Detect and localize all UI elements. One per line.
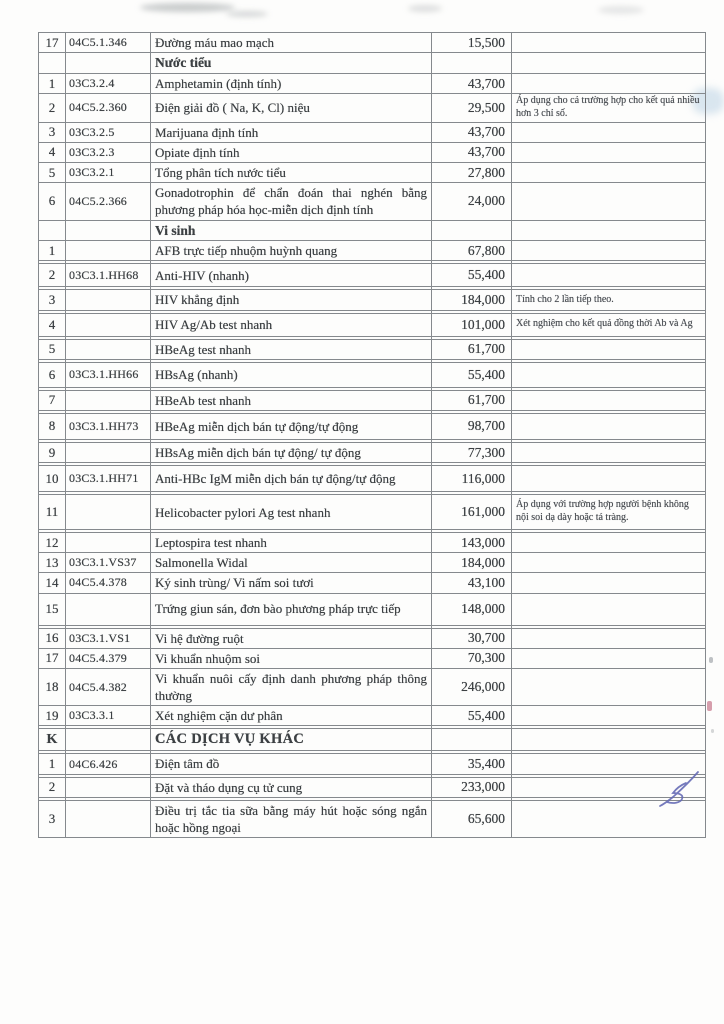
note-cell	[512, 143, 705, 162]
separator-cell	[66, 726, 151, 728]
separator-cell	[512, 287, 705, 289]
separator-cell	[432, 337, 512, 339]
separator-cell	[512, 530, 705, 532]
service-code-cell: 03C3.3.1	[66, 706, 151, 725]
price-cell: 61,700	[432, 391, 512, 410]
note-cell	[512, 573, 705, 592]
scan-speck	[707, 701, 712, 711]
service-code-cell	[66, 53, 151, 73]
service-name-cell: Vi khuẩn nuôi cấy định danh phương pháp thông thường	[151, 669, 432, 705]
price-cell: 29,500	[432, 94, 512, 122]
separator-cell	[39, 261, 66, 263]
row-number-cell: K	[39, 729, 66, 750]
price-cell: 61,700	[432, 340, 512, 359]
note-cell	[512, 221, 705, 241]
separator-cell	[39, 337, 66, 339]
note-cell: Tính cho 2 lần tiếp theo.	[516, 293, 614, 305]
price-cell: 70,300	[432, 649, 512, 668]
separator-cell	[512, 726, 705, 728]
price-cell: 67,800	[432, 241, 512, 260]
separator-cell	[432, 726, 512, 728]
service-name-cell: Anti-HBc IgM miễn dịch bán tự động/tự động	[151, 466, 432, 491]
service-name-cell: HIV khẳng định	[151, 290, 432, 309]
section-title: CÁC DỊCH VỤ KHÁC	[151, 729, 432, 750]
price-cell: 27,800	[432, 163, 512, 182]
service-name-cell: Helicobacter pylori Ag test nhanh	[151, 495, 432, 529]
price-cell: 43,700	[432, 143, 512, 162]
note-cell	[512, 363, 705, 387]
note-cell	[512, 414, 705, 439]
separator-cell	[66, 492, 151, 494]
row-number-cell: 18	[39, 669, 66, 705]
scan-smudge	[140, 3, 235, 12]
section-header-row	[39, 729, 705, 751]
scan-smudge	[226, 11, 268, 17]
service-name-cell: Đặt và tháo dụng cụ tử cung	[151, 778, 432, 797]
separator-cell	[512, 388, 705, 390]
service-name-cell: Anti-HIV (nhanh)	[151, 264, 432, 286]
separator-cell	[512, 440, 705, 442]
service-code-cell: 03C3.1.HH68	[66, 264, 151, 286]
separator-cell	[512, 360, 705, 362]
separator-cell	[432, 751, 512, 753]
table-row	[39, 123, 705, 143]
row-number-cell: 6	[39, 363, 66, 387]
separator-cell	[432, 440, 512, 442]
price-cell: 161,000	[432, 495, 512, 529]
service-code-cell: 04C5.4.382	[66, 669, 151, 705]
separator-cell	[432, 775, 512, 777]
service-name-cell: HIV Ag/Ab test nhanh	[151, 314, 432, 336]
row-number-cell: 16	[39, 629, 66, 648]
separator-cell	[66, 530, 151, 532]
note-cell	[512, 391, 705, 410]
separator-cell	[512, 463, 705, 465]
note-cell	[512, 466, 705, 491]
separator-cell	[66, 626, 151, 628]
separator-cell	[432, 388, 512, 390]
table-row	[39, 594, 705, 626]
note-cell	[512, 183, 705, 219]
price-cell: 43,700	[432, 74, 512, 93]
separator-cell	[66, 311, 151, 313]
separator-cell	[151, 463, 432, 465]
table-row	[39, 573, 705, 593]
separator-cell	[151, 726, 432, 728]
separator-cell	[66, 411, 151, 413]
note-cell	[512, 33, 705, 52]
table-row	[39, 466, 705, 492]
service-code-cell: 03C3.2.3	[66, 143, 151, 162]
handwritten-ink-mark	[652, 771, 704, 809]
note-cell	[512, 443, 705, 462]
table-row	[39, 143, 705, 163]
table-row	[39, 495, 705, 530]
service-code-cell	[66, 778, 151, 797]
separator-cell	[39, 463, 66, 465]
separator-cell	[512, 337, 705, 339]
separator-cell	[151, 530, 432, 532]
service-name-cell: HBsAg (nhanh)	[151, 363, 432, 387]
service-code-cell	[66, 241, 151, 260]
table-row	[39, 443, 705, 463]
table-row	[39, 290, 705, 310]
price-cell: 43,700	[432, 123, 512, 142]
separator-cell	[151, 388, 432, 390]
separator-cell	[512, 626, 705, 628]
section-header-row	[39, 221, 705, 242]
price-cell: 55,400	[432, 264, 512, 286]
service-code-cell	[66, 443, 151, 462]
note-cell	[512, 53, 705, 73]
separator-cell	[151, 287, 432, 289]
row-number-cell: 4	[39, 314, 66, 336]
row-number-cell: 8	[39, 414, 66, 439]
service-code-cell	[66, 594, 151, 625]
note-cell	[512, 241, 705, 260]
row-number-cell: 12	[39, 533, 66, 552]
table-row	[39, 778, 705, 798]
row-number-cell: 5	[39, 163, 66, 182]
note-cell: Áp dụng cho cả trường hợp cho kết quả nhiều hơn 3 chỉ số.	[516, 95, 700, 119]
separator-cell	[151, 775, 432, 777]
row-number-cell: 17	[39, 33, 66, 52]
table-row	[39, 314, 705, 337]
service-name-cell: Xét nghiệm cặn dư phân	[151, 706, 432, 725]
row-number-cell: 5	[39, 340, 66, 359]
separator-cell	[512, 751, 705, 753]
row-number-cell: 17	[39, 649, 66, 668]
table-row	[39, 706, 705, 726]
service-code-cell: 04C6.426	[66, 754, 151, 773]
scan-speck	[711, 729, 714, 733]
table-row	[39, 340, 705, 360]
row-number-cell	[39, 221, 66, 241]
separator-cell	[432, 530, 512, 532]
service-code-cell	[66, 495, 151, 529]
service-name-cell: Điện giải đồ ( Na, K, Cl) niệu	[151, 94, 432, 122]
note-cell	[512, 669, 705, 705]
price-cell: 233,000	[432, 778, 512, 797]
separator-cell	[39, 530, 66, 532]
service-code-cell	[66, 221, 151, 241]
separator-cell	[39, 311, 66, 313]
table-row	[39, 74, 705, 94]
scan-smudge	[408, 5, 442, 12]
note-cell	[512, 340, 705, 359]
price-cell: 35,400	[432, 754, 512, 773]
section-title: Nước tiểu	[151, 53, 432, 73]
table-row	[39, 801, 705, 837]
separator-cell	[432, 360, 512, 362]
price-cell: 116,000	[432, 466, 512, 491]
price-cell	[432, 729, 512, 750]
note-cell	[512, 123, 705, 142]
separator-cell	[39, 751, 66, 753]
note-cell: Xét nghiệm cho kết quả đồng thời Ab và Ag	[516, 318, 693, 330]
section-header-row	[39, 53, 705, 74]
service-code-cell: 03C3.1.HH66	[66, 363, 151, 387]
separator-cell	[39, 775, 66, 777]
row-number-cell: 9	[39, 443, 66, 462]
row-number-cell: 3	[39, 290, 66, 309]
price-cell: 65,600	[432, 801, 512, 837]
service-code-cell: 04C5.1.346	[66, 33, 151, 52]
price-cell: 184,000	[432, 290, 512, 309]
row-number-cell: 2	[39, 264, 66, 286]
service-code-cell	[66, 340, 151, 359]
separator-cell	[39, 492, 66, 494]
price-cell: 98,700	[432, 414, 512, 439]
service-code-cell	[66, 314, 151, 336]
note-cell	[512, 729, 705, 750]
service-name-cell: Tổng phân tích nước tiểu	[151, 163, 432, 182]
row-number-cell: 1	[39, 241, 66, 260]
table-row	[39, 533, 705, 553]
separator-cell	[39, 411, 66, 413]
separator-cell	[39, 798, 66, 800]
separator-cell	[151, 440, 432, 442]
service-name-cell: HBsAg miễn dịch bán tự động/ tự động	[151, 443, 432, 462]
row-number-cell: 11	[39, 495, 66, 529]
separator-cell	[39, 388, 66, 390]
price-cell: 24,000	[432, 183, 512, 219]
service-name-cell: Amphetamin (định tính)	[151, 74, 432, 93]
row-number-cell: 10	[39, 466, 66, 491]
price-cell: 101,000	[432, 314, 512, 336]
service-code-cell	[66, 801, 151, 837]
table-row	[39, 553, 705, 573]
service-code-cell: 04C5.4.379	[66, 649, 151, 668]
price-cell: 55,400	[432, 363, 512, 387]
separator-cell	[512, 411, 705, 413]
row-number-cell: 2	[39, 94, 66, 122]
separator-cell	[66, 463, 151, 465]
row-number-cell: 3	[39, 123, 66, 142]
table-row	[39, 241, 705, 261]
service-name-cell: Đường máu mao mạch	[151, 33, 432, 52]
service-code-cell: 03C3.2.1	[66, 163, 151, 182]
note-cell	[512, 533, 705, 552]
table-row	[39, 629, 705, 649]
service-code-cell: 03C3.1.VS37	[66, 553, 151, 572]
separator-cell	[66, 388, 151, 390]
separator-cell	[432, 261, 512, 263]
separator-cell	[512, 311, 705, 313]
table-row	[39, 264, 705, 287]
separator-cell	[151, 411, 432, 413]
separator-cell	[432, 287, 512, 289]
row-number-cell: 1	[39, 74, 66, 93]
separator-cell	[66, 337, 151, 339]
table-row	[39, 94, 705, 123]
price-cell: 246,000	[432, 669, 512, 705]
separator-cell	[39, 287, 66, 289]
service-code-cell	[66, 729, 151, 750]
price-cell: 30,700	[432, 629, 512, 648]
service-name-cell: Gonadotrophin để chẩn đoán thai nghén bằng phương pháp hóa học-miễn dịch định tính	[151, 183, 432, 219]
note-cell	[512, 706, 705, 725]
service-code-cell: 03C3.1.HH73	[66, 414, 151, 439]
service-name-cell: Vi hệ đường ruột	[151, 629, 432, 648]
note-cell	[512, 163, 705, 182]
row-number-cell: 14	[39, 573, 66, 592]
separator-cell	[151, 798, 432, 800]
separator-cell	[66, 751, 151, 753]
separator-cell	[432, 311, 512, 313]
separator-cell	[66, 798, 151, 800]
service-code-cell: 03C3.2.4	[66, 74, 151, 93]
row-number-cell: 6	[39, 183, 66, 219]
service-name-cell: AFB trực tiếp nhuộm huỳnh quang	[151, 241, 432, 260]
note-cell: Áp dụng với trường hợp người bệnh không nội soi dạ dày hoặc tá tràng.	[516, 499, 689, 524]
price-cell	[432, 53, 512, 73]
separator-cell	[432, 463, 512, 465]
price-cell	[432, 221, 512, 241]
note-cell	[512, 264, 705, 286]
separator-cell	[151, 492, 432, 494]
price-table	[38, 32, 706, 838]
service-name-cell: Điều trị tắc tia sữa bằng máy hút hoặc sóng ngắn hoặc hồng ngoại	[151, 801, 432, 837]
service-code-cell: 04C5.4.378	[66, 573, 151, 592]
row-number-cell: 15	[39, 594, 66, 625]
table-row	[39, 754, 705, 774]
note-cell	[512, 649, 705, 668]
service-code-cell: 04C5.2.360	[66, 94, 151, 122]
separator-cell	[39, 726, 66, 728]
note-cell	[512, 74, 705, 93]
separator-cell	[151, 626, 432, 628]
service-name-cell: Opiate định tính	[151, 143, 432, 162]
separator-cell	[151, 261, 432, 263]
table-row	[39, 363, 705, 388]
separator-cell	[432, 411, 512, 413]
service-code-cell: 03C3.2.5	[66, 123, 151, 142]
table-row	[39, 649, 705, 669]
service-name-cell: Trứng giun sán, đơn bào phương pháp trực tiếp	[151, 594, 432, 625]
service-name-cell: Leptospira test nhanh	[151, 533, 432, 552]
separator-cell	[512, 261, 705, 263]
row-number-cell: 1	[39, 754, 66, 773]
separator-cell	[512, 492, 705, 494]
price-cell: 77,300	[432, 443, 512, 462]
row-number-cell: 13	[39, 553, 66, 572]
price-cell: 55,400	[432, 706, 512, 725]
note-cell	[512, 594, 705, 625]
service-name-cell: Điện tâm đồ	[151, 754, 432, 773]
service-code-cell: 04C5.2.366	[66, 183, 151, 219]
separator-cell	[432, 492, 512, 494]
table-row	[39, 414, 705, 440]
service-code-cell	[66, 391, 151, 410]
price-cell: 148,000	[432, 594, 512, 625]
price-cell: 143,000	[432, 533, 512, 552]
separator-cell	[39, 440, 66, 442]
service-name-cell: Vi khuẩn nhuộm soi	[151, 649, 432, 668]
service-code-cell: 03C3.1.HH71	[66, 466, 151, 491]
separator-cell	[66, 775, 151, 777]
service-name-cell: Salmonella Widal	[151, 553, 432, 572]
table-row	[39, 33, 705, 53]
separator-cell	[39, 626, 66, 628]
separator-cell	[66, 287, 151, 289]
service-code-cell: 03C3.1.VS1	[66, 629, 151, 648]
separator-cell	[432, 626, 512, 628]
service-name-cell: HBeAg miễn dịch bán tự động/tự động	[151, 414, 432, 439]
separator-cell	[66, 440, 151, 442]
table-row	[39, 391, 705, 411]
table-row	[39, 183, 705, 220]
service-code-cell	[66, 533, 151, 552]
note-cell	[512, 629, 705, 648]
scan-smudge	[598, 6, 644, 14]
separator-cell	[151, 751, 432, 753]
section-title: Vi sinh	[151, 221, 432, 241]
price-cell: 43,100	[432, 573, 512, 592]
row-number-cell: 2	[39, 778, 66, 797]
separator-cell	[66, 261, 151, 263]
separator-cell	[151, 311, 432, 313]
row-number-cell	[39, 53, 66, 73]
row-number-cell: 19	[39, 706, 66, 725]
service-name-cell: Ký sinh trùng/ Vi nấm soi tươi	[151, 573, 432, 592]
service-code-cell	[66, 290, 151, 309]
row-number-cell: 7	[39, 391, 66, 410]
price-cell: 15,500	[432, 33, 512, 52]
table-row	[39, 669, 705, 706]
service-name-cell: HBeAb test nhanh	[151, 391, 432, 410]
service-name-cell: Marijuana định tính	[151, 123, 432, 142]
price-cell: 184,000	[432, 553, 512, 572]
separator-cell	[432, 798, 512, 800]
separator-cell	[151, 360, 432, 362]
separator-cell	[39, 360, 66, 362]
row-number-cell: 4	[39, 143, 66, 162]
row-number-cell: 3	[39, 801, 66, 837]
separator-cell	[151, 337, 432, 339]
service-name-cell: HBeAg test nhanh	[151, 340, 432, 359]
note-cell	[512, 553, 705, 572]
separator-cell	[66, 360, 151, 362]
table-row	[39, 163, 705, 183]
scan-speck	[709, 657, 713, 663]
